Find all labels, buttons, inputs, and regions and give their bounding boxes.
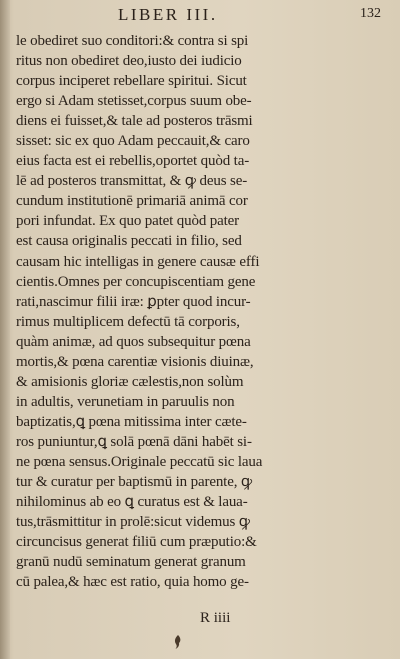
text-line: ros puniuntur,ꝗ solā pœnā dāni habēt si-	[16, 433, 252, 450]
text-line: est causa originalis peccati in filio, sed	[16, 233, 242, 250]
text-line: in adultis, verunetiam in paruulis non	[16, 393, 235, 410]
text-line: granū nudū seminatum generat granum	[16, 554, 246, 571]
text-line: pori infundat. Ex quo patet quòd pater	[16, 213, 239, 230]
text-line: ritus non obediret deo,iusto dei iudicio	[16, 53, 242, 70]
text-line: nihilominus ab eo ꝗ curatus est & laua-	[16, 494, 248, 511]
text-line: tur & curatur per baptismū in parente, ꝙ	[16, 474, 253, 491]
text-line: tus,trāsmittitur in prolē:sicut videmus ꝙ	[16, 514, 250, 531]
text-line: le obediret suo conditori:& contra si spi	[16, 33, 249, 49]
text-line: diens ei fuisset,& tale ad posteros trāsmi	[16, 113, 253, 130]
text-line: causam hic intelligas in genere causæ effi	[16, 253, 260, 270]
text-line: lē ad posteros transmittat, & ꝙ deus se-	[16, 173, 248, 190]
text-line: cū palea,& hæc est ratio, quia homo ge-	[16, 574, 249, 591]
text-line: circuncisus generat filiū cum præputio:&	[16, 534, 257, 551]
text-line: quàm animæ, ad quos subsequitur pœna	[16, 333, 251, 350]
text-line: ergo si Adam stetisset,corpus suum obe-	[16, 93, 252, 110]
signature-mark: R iiii	[200, 610, 231, 626]
page-gutter-shadow	[0, 0, 10, 659]
text-line: eius facta est ei rebellis,oportet quòd ta-	[16, 153, 250, 170]
text-line: ne pœna sensus.Originale peccatū sic laua	[16, 453, 263, 470]
text-line: corpus inciperet rebellare spiritui. Sicut	[16, 73, 247, 90]
body-text	[16, 31, 392, 592]
printer-ornament-icon	[172, 634, 184, 650]
page-header	[0, 5, 400, 29]
text-line: sisset: sic ex quo Adam peccauit,& caro	[16, 133, 250, 150]
folio-number: 132	[360, 6, 381, 21]
text-line: cundum institutionē primariā animā cor	[16, 193, 248, 210]
text-line: cientis.Omnes per concupiscentiam gene	[16, 273, 256, 290]
text-line: baptizatis,ꝗ pœna mitissima inter cæte-	[16, 413, 247, 430]
text-line: & amisionis gloriæ cælestis,non solùm	[16, 373, 244, 390]
text-line: mortis,& pœna carentiæ visionis diuinæ,	[16, 353, 254, 370]
text-line: rati,nascimur filii iræ: ꝑpter quod incur-	[16, 293, 251, 310]
text-line: rimus multiplicem defectū tā corporis,	[16, 313, 240, 330]
running-head: LIBER III.	[118, 5, 218, 24]
